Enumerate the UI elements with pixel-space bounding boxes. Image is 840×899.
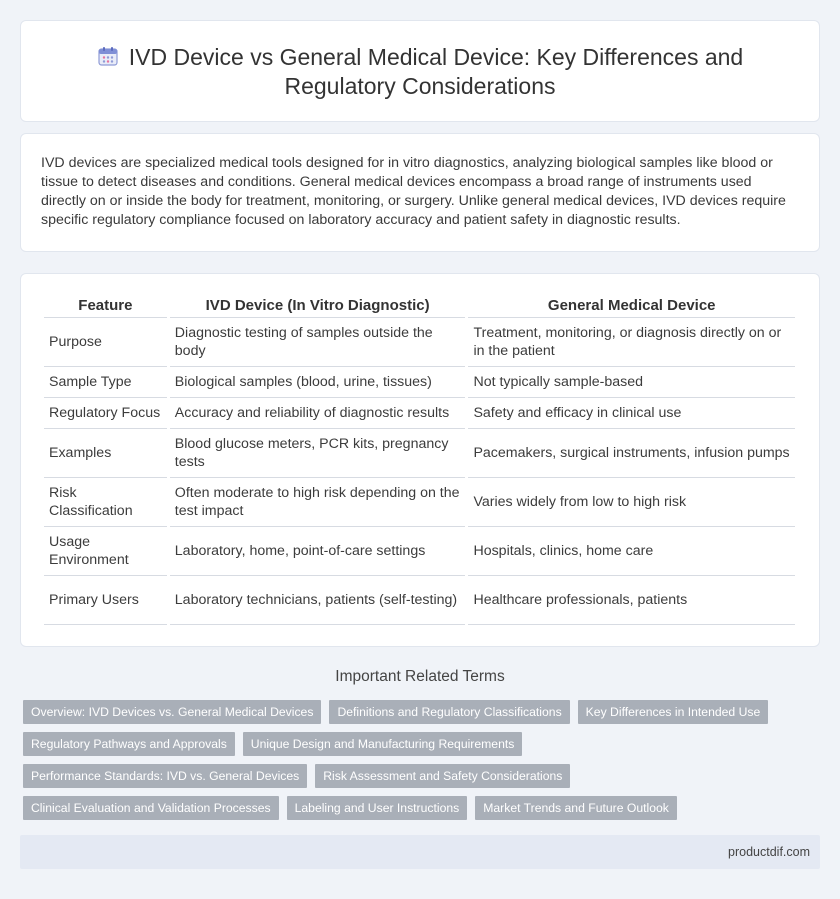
table-row: [44, 398, 795, 429]
table-cell-ivd: Diagnostic testing of samples outside the body: [170, 318, 466, 367]
table-cell-general: Varies widely from low to high risk: [468, 478, 795, 527]
table-row: [44, 318, 795, 367]
table-cell-feature: Risk Classification: [44, 478, 167, 527]
column-header-general: General Medical Device: [468, 296, 795, 318]
comparison-table-card: [20, 273, 820, 647]
table-cell-feature: Examples: [44, 429, 167, 478]
intro-card: [20, 133, 820, 252]
table-cell-ivd: Laboratory, home, point-of-care settings: [170, 527, 466, 576]
page-title-wrap: [21, 43, 819, 101]
related-term-link[interactable]: Performance Standards: IVD vs. General Devices: [23, 764, 307, 788]
table-cell-general: Healthcare professionals, patients: [468, 576, 795, 625]
table-header-row: [44, 296, 795, 318]
related-terms-list: [23, 700, 813, 820]
table-row: [44, 367, 795, 398]
footer-site-link[interactable]: productdif.com: [728, 845, 810, 859]
table-cell-general: Hospitals, clinics, home care: [468, 527, 795, 576]
column-header-ivd: IVD Device (In Vitro Diagnostic): [170, 296, 466, 318]
table-row: [44, 429, 795, 478]
intro-paragraph: IVD devices are specialized medical tools designed for in vitro diagnostics, analyzing biological samples like blood or tissue to detect diseases and conditions. General medical devices encompass a broad range of instruments used directly on or inside the body for treatment, monitoring, or surgery. Unlike general medical devices, IVD devices require specific regulatory compliance focused on laboratory accuracy and patient safety in diagnostic results.: [41, 155, 786, 228]
column-header-feature: Feature: [44, 296, 167, 318]
table-cell-feature: Primary Users: [44, 576, 167, 625]
table-cell-feature: Sample Type: [44, 367, 167, 398]
table-row: [44, 576, 795, 625]
page-title: IVD Device vs General Medical Device: Key Differences and Regulatory Considerations: [128, 44, 744, 99]
table-cell-general: Treatment, monitoring, or diagnosis directly on or in the patient: [468, 318, 795, 367]
table-row: [44, 478, 795, 527]
table-cell-ivd: Blood glucose meters, PCR kits, pregnancy tests: [170, 429, 466, 478]
related-term-link[interactable]: Labeling and User Instructions: [287, 796, 468, 820]
related-term-link[interactable]: Clinical Evaluation and Validation Processes: [23, 796, 279, 820]
comparison-table: [41, 296, 798, 625]
related-term-link[interactable]: Unique Design and Manufacturing Requirements: [243, 732, 523, 756]
table-cell-general: Safety and efficacy in clinical use: [468, 398, 795, 429]
calendar-icon: [97, 45, 119, 67]
related-term-link[interactable]: Key Differences in Intended Use: [578, 700, 769, 724]
table-cell-ivd: Biological samples (blood, urine, tissues): [170, 367, 466, 398]
table-cell-ivd: Accuracy and reliability of diagnostic results: [170, 398, 466, 429]
header-card: [20, 20, 820, 122]
related-term-link[interactable]: Definitions and Regulatory Classifications: [329, 700, 569, 724]
related-term-link[interactable]: Overview: IVD Devices vs. General Medical Devices: [23, 700, 321, 724]
table-cell-feature: Regulatory Focus: [44, 398, 167, 429]
table-cell-feature: Purpose: [44, 318, 167, 367]
related-term-link[interactable]: Market Trends and Future Outlook: [475, 796, 677, 820]
related-terms-title: Important Related Terms: [335, 668, 505, 685]
table-row: [44, 527, 795, 576]
table-cell-ivd: Often moderate to high risk depending on the test impact: [170, 478, 466, 527]
table-cell-ivd: Laboratory technicians, patients (self-testing): [170, 576, 466, 625]
table-cell-general: Not typically sample-based: [468, 367, 795, 398]
table-cell-feature: Usage Environment: [44, 527, 167, 576]
footer: [20, 835, 820, 869]
related-term-link[interactable]: Regulatory Pathways and Approvals: [23, 732, 235, 756]
table-cell-general: Pacemakers, surgical instruments, infusion pumps: [468, 429, 795, 478]
related-term-link[interactable]: Risk Assessment and Safety Considerations: [315, 764, 570, 788]
